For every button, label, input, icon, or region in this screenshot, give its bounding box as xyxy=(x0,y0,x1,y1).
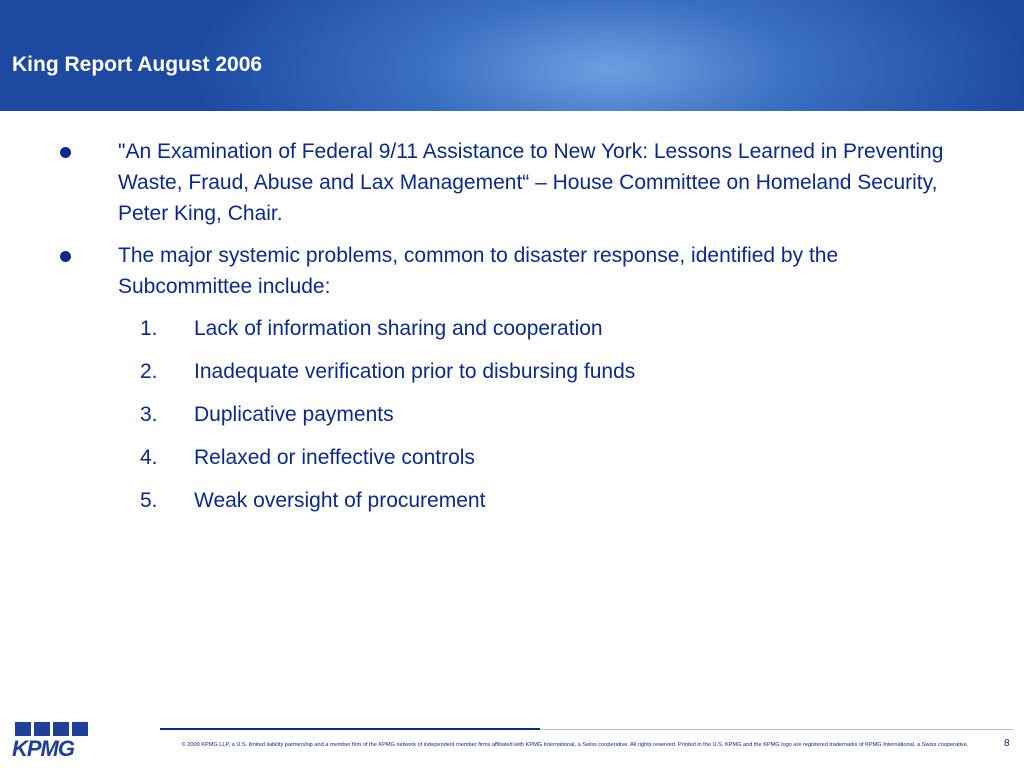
footer-divider-accent xyxy=(160,728,540,730)
slide-body xyxy=(0,136,1024,528)
bullet-item xyxy=(0,136,1024,229)
numbered-list xyxy=(0,313,1024,516)
bullet-dot-icon xyxy=(60,147,71,158)
page-number: 8 xyxy=(1004,738,1010,749)
numbered-list-item xyxy=(0,356,1024,387)
list-number: 3. xyxy=(140,403,158,426)
list-number: 1. xyxy=(140,317,158,340)
logo-wordmark: KPMG xyxy=(12,736,74,761)
list-item-text: Inadequate verification prior to disbursing funds xyxy=(194,360,636,383)
numbered-list-item xyxy=(0,399,1024,430)
bullet-dot-icon xyxy=(60,251,71,262)
list-number: 2. xyxy=(140,360,158,383)
kpmg-logo xyxy=(12,722,92,762)
numbered-list-item xyxy=(0,485,1024,516)
numbered-list-item xyxy=(0,442,1024,473)
bullet-text: "An Examination of Federal 9/11 Assistance to New York: Lessons Learned in Preventing Waste, Fraud, Abuse and Lax Management“ – House Committee on Homeland Security, Peter King, Chair. xyxy=(118,140,944,225)
footer-legal-text: © 2009 KPMG LLP, a U.S. limited liability partnership and a member firm of the KPMG network of independent member firms affiliated with KPMG International, a Swiss cooperative. All rights reserved. Printed in the U.S. KPMG and the KPMG logo are registered trademarks of KPMG International, a Swiss cooperative. xyxy=(181,742,969,748)
header-banner xyxy=(0,0,1024,111)
bullet-text: The major systemic problems, common to disaster response, identified by the Subcommittee include: xyxy=(118,244,839,298)
numbered-list-item xyxy=(0,313,1024,344)
list-item-text: Duplicative payments xyxy=(194,403,394,426)
slide-title: King Report August 2006 xyxy=(12,53,263,76)
list-item-text: Relaxed or ineffective controls xyxy=(194,446,475,469)
list-item-text: Weak oversight of procurement xyxy=(194,489,486,512)
list-item-text: Lack of information sharing and cooperation xyxy=(194,317,603,340)
bullet-item xyxy=(0,240,1024,302)
list-number: 5. xyxy=(140,489,158,512)
list-number: 4. xyxy=(140,446,158,469)
